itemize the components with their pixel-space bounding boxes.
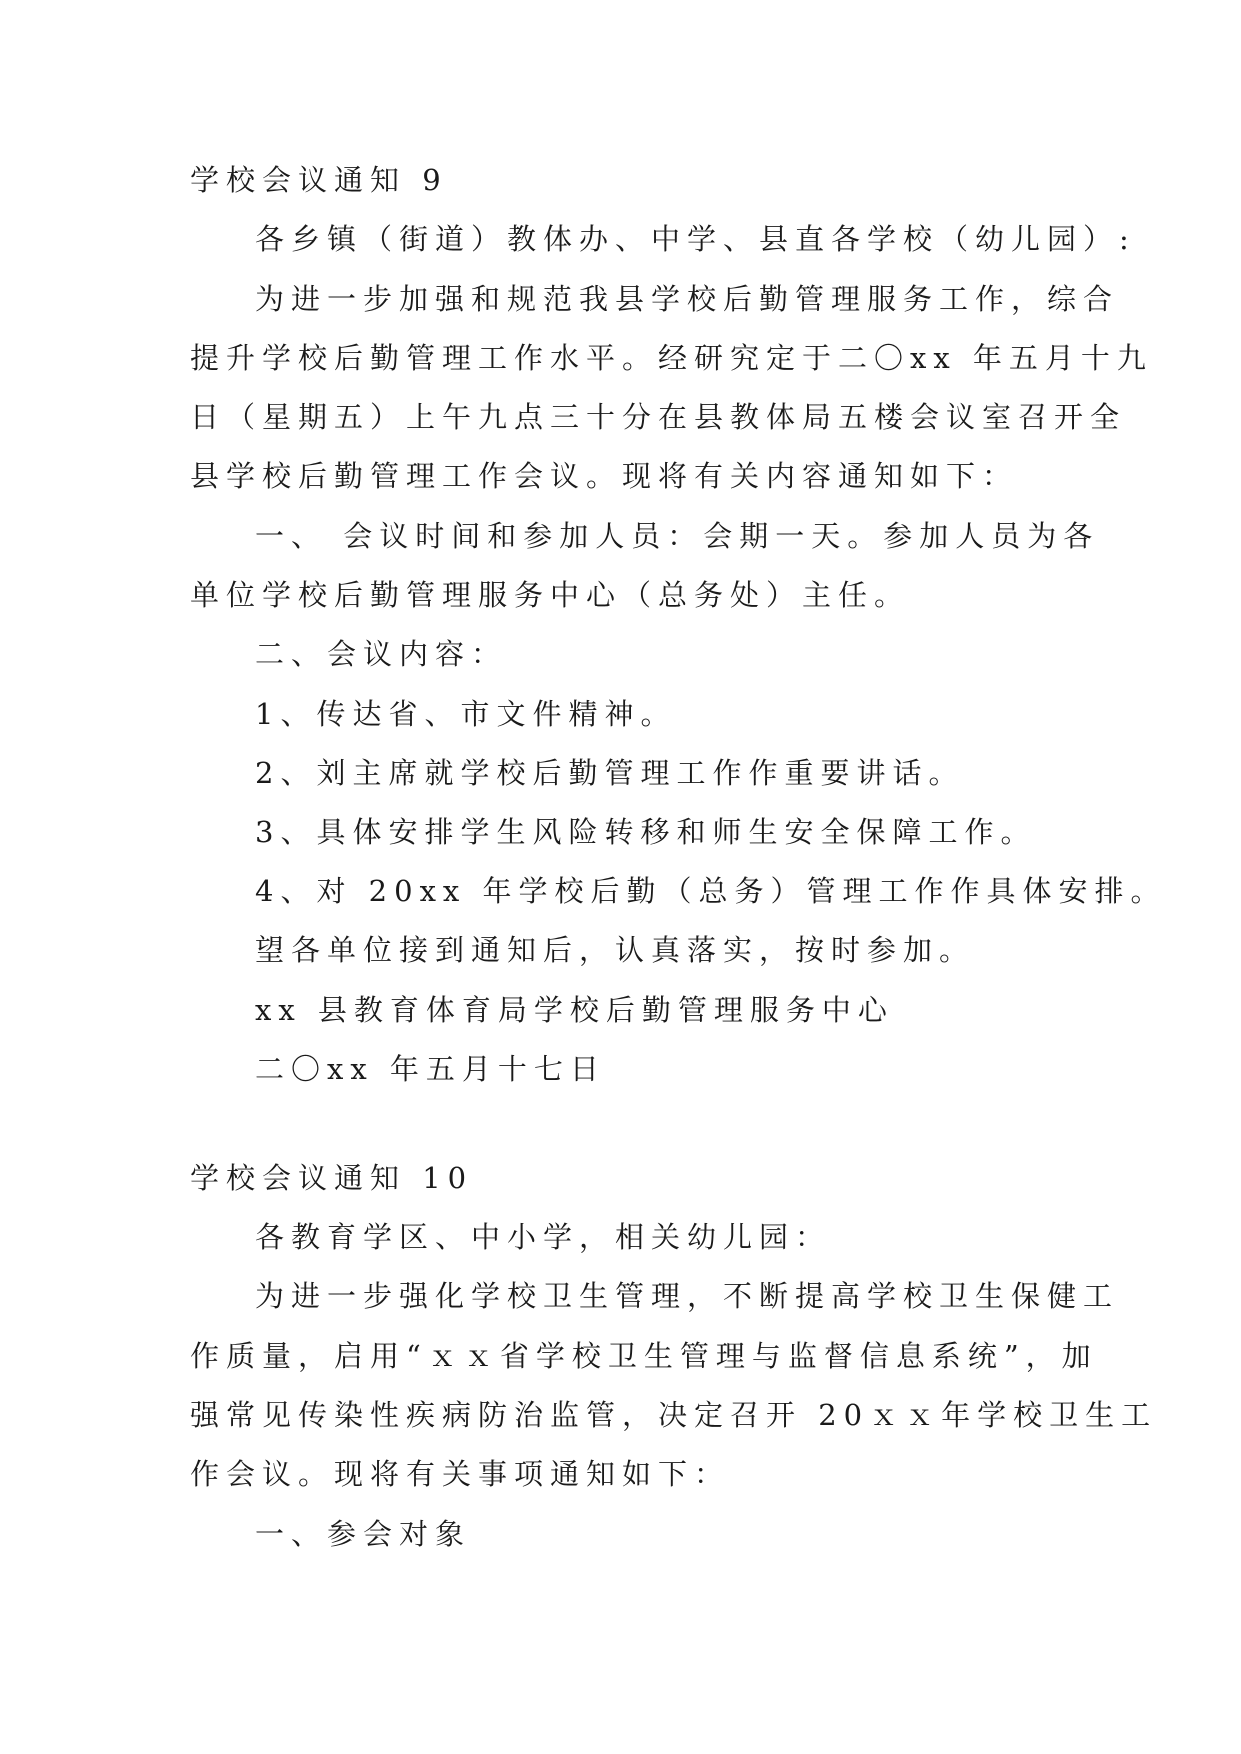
notice-10-title: 学校会议通知 10 (190, 1161, 474, 1195)
notice-10-paragraph-line: 作会议。现将有关事项通知如下： (190, 1457, 731, 1491)
notice-9-section-line: 单位学校后勤管理服务中心（总务处）主任。 (190, 578, 911, 612)
notice-9-title: 学校会议通知 9 (190, 163, 448, 197)
notice-10-section-heading: 一、参会对象 (255, 1517, 472, 1551)
notice-9-salutation: 各乡镇（街道）教体办、中学、县直各学校（幼儿园）: (255, 222, 1136, 256)
notice-9-paragraph-line: 日（星期五）上午九点三十分在县教体局五楼会议室召开全 (190, 400, 1127, 434)
notice-9-list-item: 4、对 20xx 年学校后勤（总务）管理工作作具体安排。 (255, 874, 1167, 908)
notice-10-paragraph-line: 为进一步强化学校卫生管理，不断提高学校卫生保健工 (255, 1279, 1120, 1313)
notice-10-paragraph-line: 作质量，启用“ｘｘ省学校卫生管理与监督信息系统”，加 (190, 1339, 1098, 1373)
notice-9-paragraph-line: 县学校后勤管理工作会议。现将有关内容通知如下： (190, 459, 1019, 493)
notice-9-paragraph-line: 提升学校后勤管理工作水平。经研究定于二〇xx 年五月十九 (190, 341, 1153, 375)
notice-10-salutation: 各教育学区、中小学，相关幼儿园： (255, 1220, 832, 1254)
notice-9-signature: xx 县教育体育局学校后勤管理服务中心 (255, 993, 894, 1027)
notice-9-closing: 望各单位接到通知后，认真落实，按时参加。 (255, 933, 976, 967)
notice-10-paragraph-line: 强常见传染性疾病防治监管，决定召开 20ｘｘ年学校卫生工 (190, 1398, 1158, 1432)
notice-9-section-line: 一、 会议时间和参加人员：会期一天。参加人员为各 (255, 519, 1100, 553)
notice-9-list-item: 2、刘主席就学校后勤管理工作作重要讲话。 (255, 756, 965, 790)
notice-9-list-item: 1、传达省、市文件精神。 (255, 697, 677, 731)
notice-9-section-heading: 二、会议内容： (255, 637, 508, 671)
notice-9-date: 二〇xx 年五月十七日 (255, 1052, 606, 1086)
notice-9-list-item: 3、具体安排学生风险转移和师生安全保障工作。 (255, 815, 1037, 849)
notice-9-paragraph-line: 为进一步加强和规范我县学校后勤管理服务工作，综合 (255, 282, 1120, 316)
